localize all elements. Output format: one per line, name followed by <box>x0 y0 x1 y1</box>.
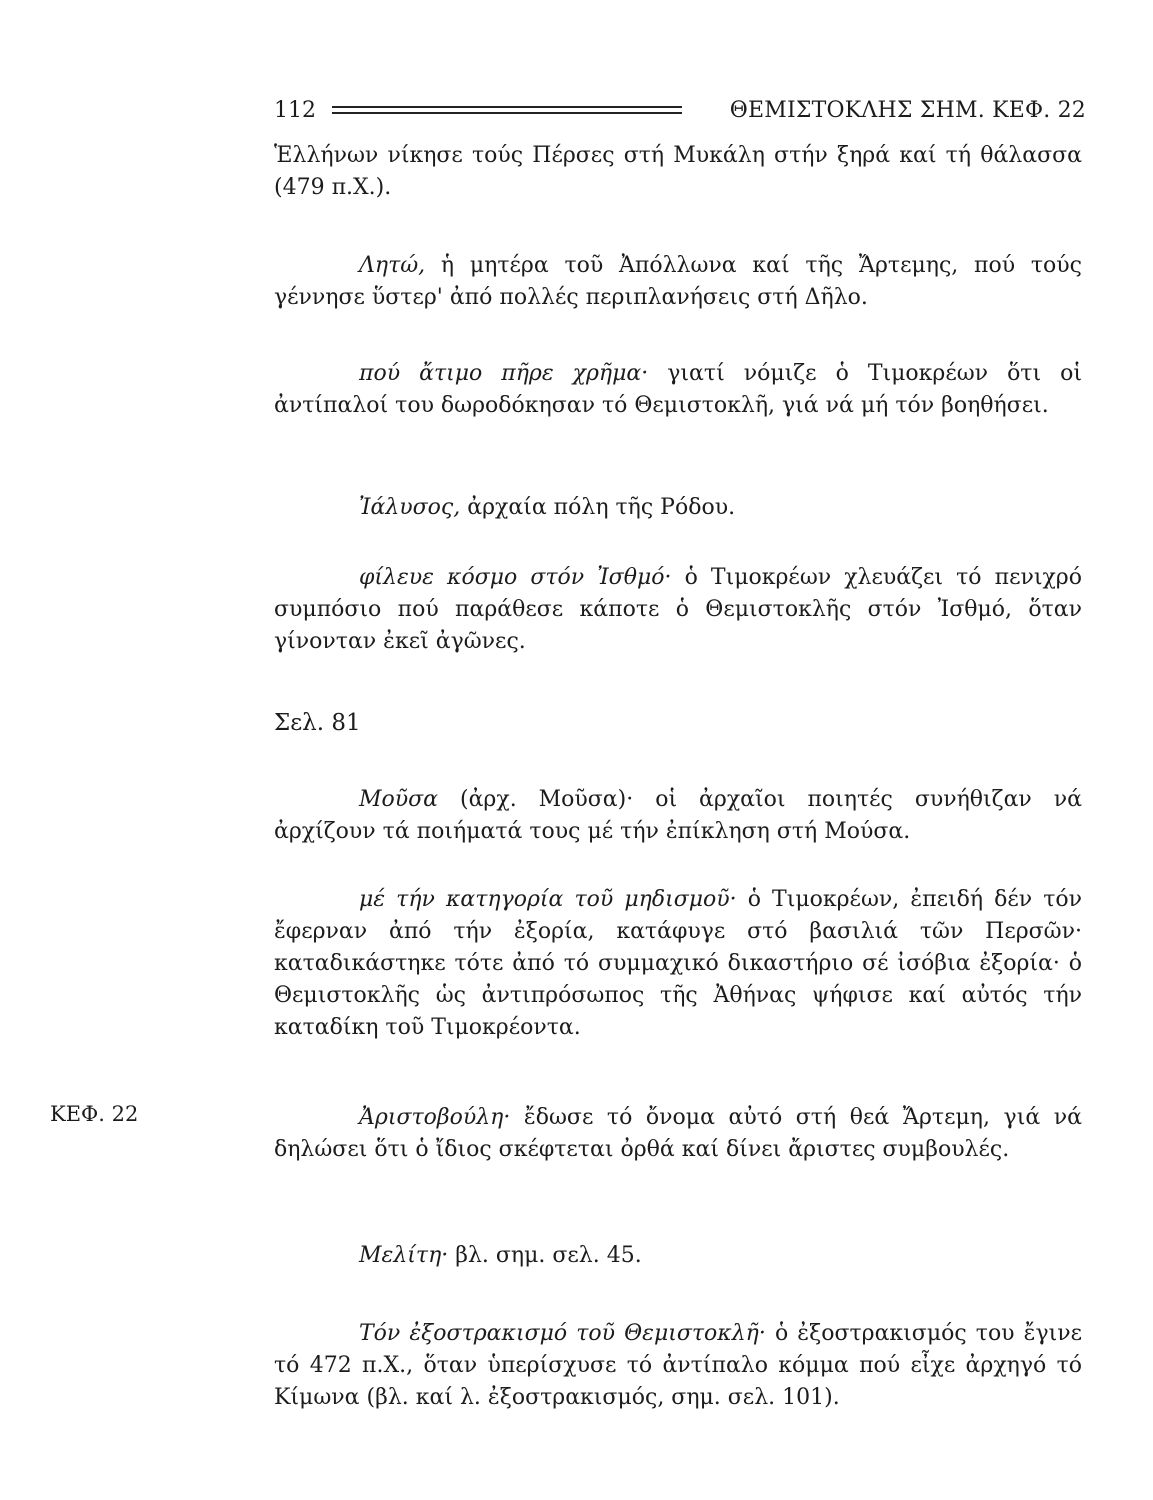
note-paragraph <box>274 1240 1082 1272</box>
note-text: ὁ ἐξοστρακισμός του ἔγινε τό 472 π.Χ., ὅταν ὑπερίσχυσε τό ἀντίπαλο κόμμα πού εἶχε ἀρχηγό τό Κίμωνα (βλ. καί λ. ἐξοστρακισμός, σημ. σελ. 101). <box>274 1321 1082 1410</box>
note-lemma: πού ἄτιμο πῆρε χρῆμα· <box>359 361 649 386</box>
note-paragraph <box>274 784 1082 848</box>
header-rule <box>332 106 682 114</box>
page-number: 112 <box>274 98 316 123</box>
note-paragraph <box>274 250 1082 314</box>
note-lemma: Τόν ἐξοστρακισμό τοῦ Θεμιστοκλῆ· <box>359 1321 766 1346</box>
note-lemma: Ἀριστοβούλη· <box>359 1105 511 1130</box>
section-heading: Σελ. 81 <box>274 710 361 736</box>
running-head: ΘΕΜΙΣΤΟΚΛΗΣ ΣΗΜ. ΚΕΦ. 22 <box>729 98 1086 123</box>
note-paragraph <box>274 1102 1082 1166</box>
note-lemma: Μοῦσα <box>359 787 439 812</box>
margin-chapter-label: ΚΕΦ. 22 <box>50 1102 139 1126</box>
note-text: ἀρχαία πόλη τῆς Ρόδου. <box>460 495 736 520</box>
note-lemma: Λητώ, <box>359 253 426 278</box>
page-header <box>274 98 1086 132</box>
note-lemma: μέ τήν κατηγορία τοῦ μηδισμοῦ· <box>359 887 737 912</box>
note-text: ὁ Τιμοκρέων χλευάζει τό πενιχρό συμπόσιο πού παράθεσε κάποτε ὁ Θεμιστοκλῆς στόν Ἰσθμό, ὅταν γίνονταν ἐκεῖ ἀγῶνες. <box>274 565 1082 654</box>
note-lemma: Μελίτη· <box>359 1243 449 1268</box>
note-paragraph <box>274 562 1082 658</box>
note-paragraph <box>274 492 1082 524</box>
note-text: ἔδωσε τό ὄνομα αὐτό στή θεά Ἄρτεμη, γιά νά δηλώσει ὅτι ὁ ἴδιος σκέφτεται ὀρθά καί δίνει ἄριστες συμβουλές. <box>274 1105 1082 1162</box>
note-text: βλ. σημ. σελ. 45. <box>448 1243 642 1268</box>
note-text: Ἑλλήνων νίκησε τούς Πέρσες στή Μυκάλη στήν ξηρά καί τή θάλασσα (479 π.Χ.). <box>274 143 1082 200</box>
note-paragraph <box>274 140 1082 204</box>
note-paragraph <box>274 884 1082 1044</box>
note-lemma: Ἰάλυσος, <box>359 495 461 520</box>
note-lemma: φίλευε κόσμο στόν Ἰσθμό· <box>359 565 672 590</box>
note-text: (ἀρχ. Μοῦσα)· οἱ ἀρχαῖοι ποιητές συνήθιζαν νά ἀρχίζουν τά ποιήματά τους μέ τήν ἐπίκληση στή Μούσα. <box>274 787 1082 844</box>
note-paragraph <box>274 1318 1082 1414</box>
note-text: ἡ μητέρα τοῦ Ἀπόλλωνα καί τῆς Ἄρτεμης, πού τούς γέννησε ὕστερ' ἀπό πολλές περιπλανήσεις στή Δῆλο. <box>274 253 1082 310</box>
note-text: γιατί νόμιζε ὁ Τιμοκρέων ὅτι οἱ ἀντίπαλοί του δωροδόκησαν τό Θεμιστοκλῆ, γιά νά μή τόν βοηθήσει. <box>274 361 1082 418</box>
note-text: ὁ Τιμοκρέων, ἐπειδή δέν τόν ἔφερναν ἀπό τήν ἐξορία, κατάφυγε στό βασιλιά τῶν Περσῶν· καταδικάστηκε τότε ἀπό τό συμμαχικό δικαστήριο σέ ἰσόβια ἐξορία· ὁ Θεμιστοκλῆς ὡς ἀντιπρόσωπος τῆς Ἀθήνας ψήφισε καί αὐτός τήν καταδίκη τοῦ Τιμοκρέοντα. <box>274 887 1082 1040</box>
note-paragraph <box>274 358 1082 422</box>
